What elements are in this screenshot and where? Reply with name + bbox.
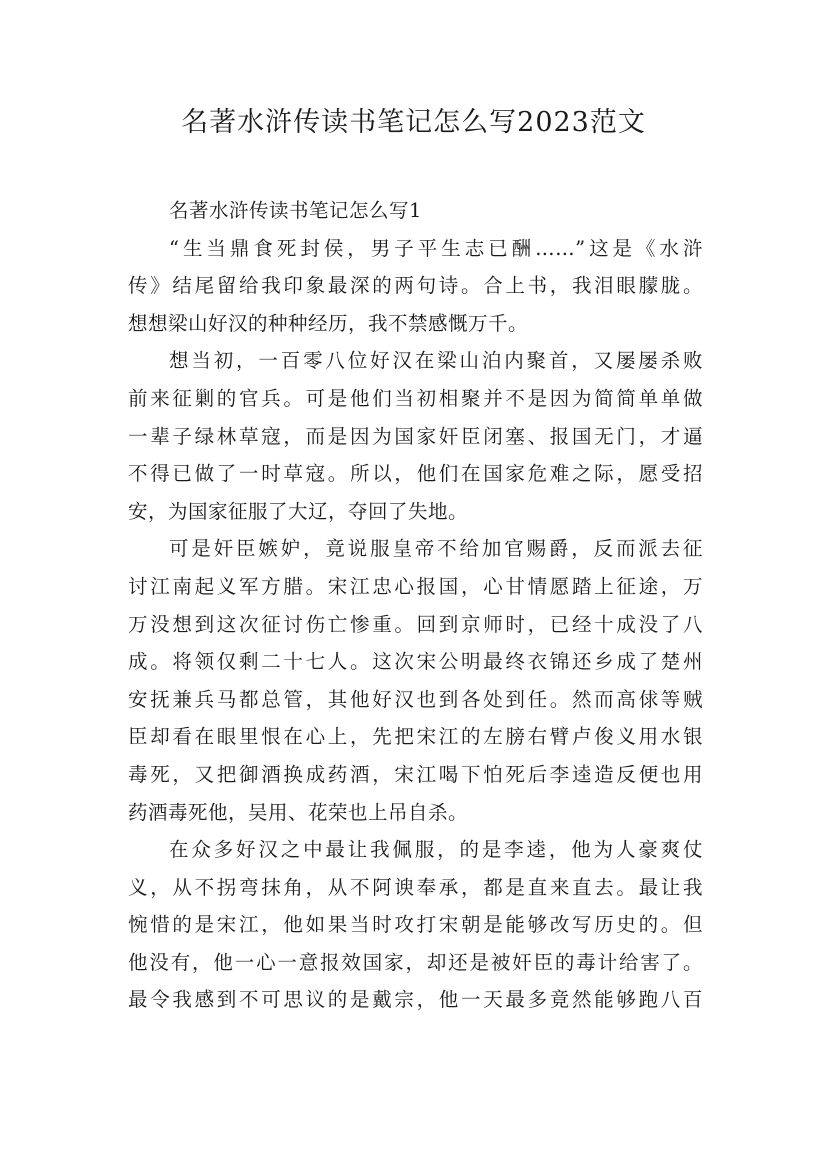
text-line: 想当初，一百零八位好汉在梁山泊内聚首，又屡屡杀败 — [169, 349, 703, 373]
text-line: 一辈子绿林草寇，而是因为国家奸臣闭塞、报国无门，才逼 — [128, 424, 703, 448]
text-line: 成。将领仅剩二十七人。这次宋公明最终衣锦还乡成了楚州 — [128, 650, 703, 674]
text-line: 想想梁山好汉的种种经历，我不禁感慨万千。 — [128, 311, 529, 335]
text-line: 义，从不拐弯抹角，从不阿谀奉承，都是直来直去。最让我 — [128, 875, 703, 899]
text-line: 药酒毒死他，吴用、花荣也上吊自杀。 — [128, 800, 469, 824]
text-line: 惋惜的是宋江，他如果当时攻打宋朝是能够改写历史的。但 — [128, 913, 703, 937]
text-line: 在众多好汉之中最让我佩服，的是李逵，他为人豪爽仗 — [169, 838, 703, 862]
text-line: 臣却看在眼里恨在心上，先把宋江的左膀右臂卢俊义用水银 — [128, 725, 703, 749]
document-body — [128, 192, 703, 1019]
text-line: 安，为国家征服了大辽，夺回了失地。 — [128, 499, 469, 523]
text-line: 前来征剿的官兵。可是他们当初相聚并不是因为简简单单做 — [128, 386, 703, 410]
text-line: 可是奸臣嫉妒，竟说服皇帝不给加官赐爵，反而派去征 — [169, 537, 703, 561]
text-line: 最令我感到不可思议的是戴宗，他一天最多竟然能够跑八百 — [128, 988, 703, 1012]
text-line: 他没有，他一心一意报效国家，却还是被奸臣的毒计给害了。 — [128, 950, 703, 974]
text-line: 毒死，又把御酒换成药酒，宋江喝下怕死后李逵造反便也用 — [128, 762, 703, 786]
text-line: 传》结尾留给我印象最深的两句诗。合上书，我泪眼朦胧。 — [128, 274, 703, 298]
text-line: 讨江南起义军方腊。宋江忠心报国，心甘情愿踏上征途，万 — [128, 574, 703, 598]
text-line: 名著水浒传读书笔记怎么写1 — [169, 199, 422, 222]
document-title: 名著水浒传读书笔记怎么写2023范文 — [181, 107, 646, 138]
text-line: 不得已做了一时草寇。所以，他们在国家危难之际，愿受招 — [128, 462, 703, 486]
text-line: 安抚兼兵马都总管，其他好汉也到各处到任。然而高俅等贼 — [128, 687, 703, 711]
text-line: “生当鼎食死封侯，男子平生志已酬……”这是《水浒 — [169, 236, 703, 260]
text-line: 万没想到这次征讨伤亡惨重。回到京师时，已经十成没了八 — [128, 612, 703, 636]
